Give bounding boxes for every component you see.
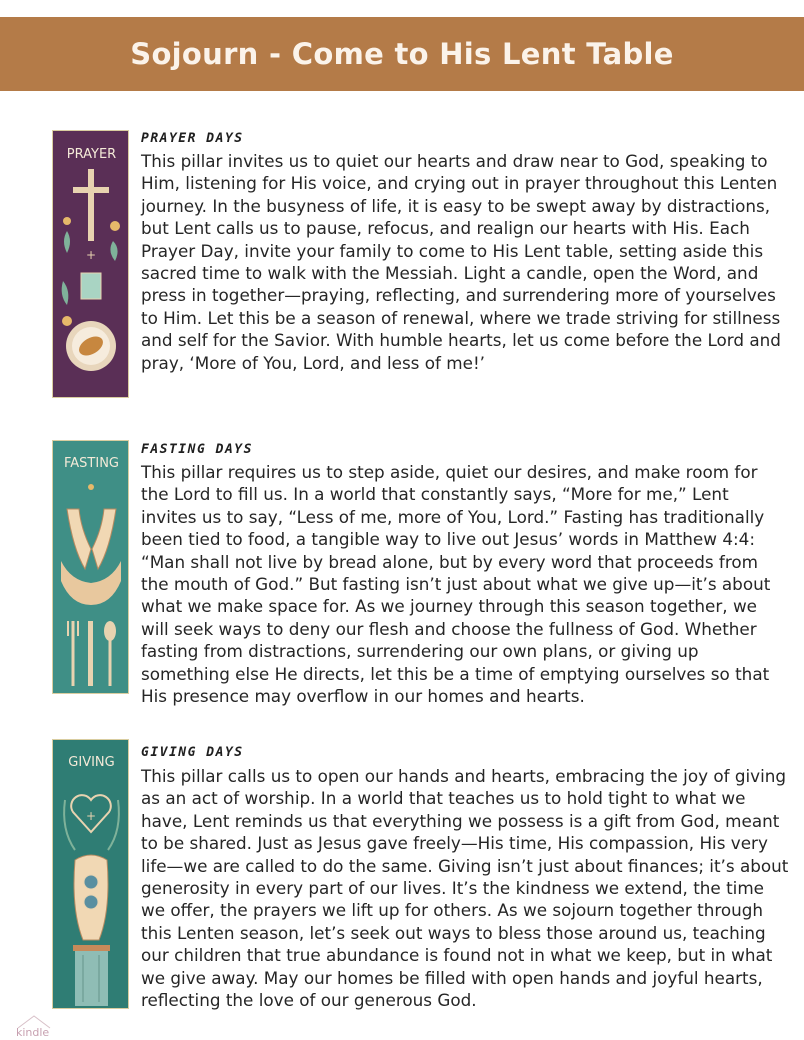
giving-heading: GIVING DAYS bbox=[141, 745, 244, 760]
prayer-heading: PRAYER DAYS bbox=[141, 131, 244, 146]
spoon-icon bbox=[104, 621, 116, 641]
prayer-body: This pillar invites us to quiet our hearts and draw near to God, speaking to Him, listening for His voice, and crying out in prayer throughout this Lenten journey. In the busyness of life, it is easy to be swept away by distractions, but Lent calls us to pause, refocus, and realign our hearts with His. Each Prayer Day, invite your family to come to His Lent table, setting aside this sacred time to walk with the Messiah. Light a candle, open the Word, and press in together—praying, reflecting, and surrendering more of yourselves to Him. Let this be a season of renewal, where we trade striving for stillness and self for the Savior. With humble hearts, let us come before the Lord and pray, ‘More of You, Lord, and less of me!’ bbox=[141, 151, 781, 373]
fasting-body: This pillar requires us to step aside, quiet our desires, and make room for the Lord to fill us. In a world that constantly says, “More for me,” Lent invites us to say, “Less of me, more of You, Lord.” Fasting has traditionally been tied to food, a tangible way to live out Jesus’ words in Matthew 4:4: “Man shall not live by bread alone, but by every word that proceeds from the mouth of God.” But fasting isn’t just about what we give up—it’s about what we make space for. As we journey through this season together, we will seek ways to deny our flesh and choose the fullness of God. Whether fasting from distractions, surrendering our own plans, or giving up something else He directs, let this be a time of emptying ourselves so that His presence may overflow in our homes and hearts. bbox=[141, 462, 771, 707]
fasting-label: FASTING bbox=[63, 456, 120, 471]
prayer-label: PRAYER bbox=[66, 147, 117, 162]
giving-label: GIVING bbox=[68, 755, 115, 770]
header-banner bbox=[0, 17, 804, 91]
svg-text:kindle: kindle bbox=[16, 1026, 50, 1036]
svg-text:+: + bbox=[85, 248, 97, 262]
fasting-illustration bbox=[52, 440, 129, 694]
fasting-heading: FASTING DAYS bbox=[141, 442, 253, 457]
cup-icon bbox=[81, 273, 101, 299]
svg-text:+: + bbox=[85, 809, 97, 823]
knife-icon bbox=[88, 621, 93, 686]
cross-icon bbox=[88, 169, 94, 241]
page-title: Sojourn - Come to His Lent Table bbox=[130, 37, 674, 71]
prayer-illustration bbox=[52, 130, 129, 398]
giving-illustration bbox=[52, 739, 129, 1009]
kindle-logo bbox=[12, 1014, 72, 1036]
giving-body: This pillar calls us to open our hands and hearts, embracing the joy of giving as an act of worship. In a world that teaches us to hold tight to what we have, Lent reminds us that everything we possess is a gift from God, meant to be shared. Just as Jesus gave freely—His time, His compassion, His very life—we are called to do the same. Giving isn’t just about finances; it’s about generosity in every part of our lives. It’s the kindness we extend, the time we offer, the prayers we lift up for others. As we sojourn together through this Lenten season, let’s seek out ways to bless those around us, teaching our children that true abundance is found not in what we keep, but in what we give away. May our homes be filled with open hands and joyful hearts, reflecting the love of our generous God. bbox=[141, 766, 789, 1011]
